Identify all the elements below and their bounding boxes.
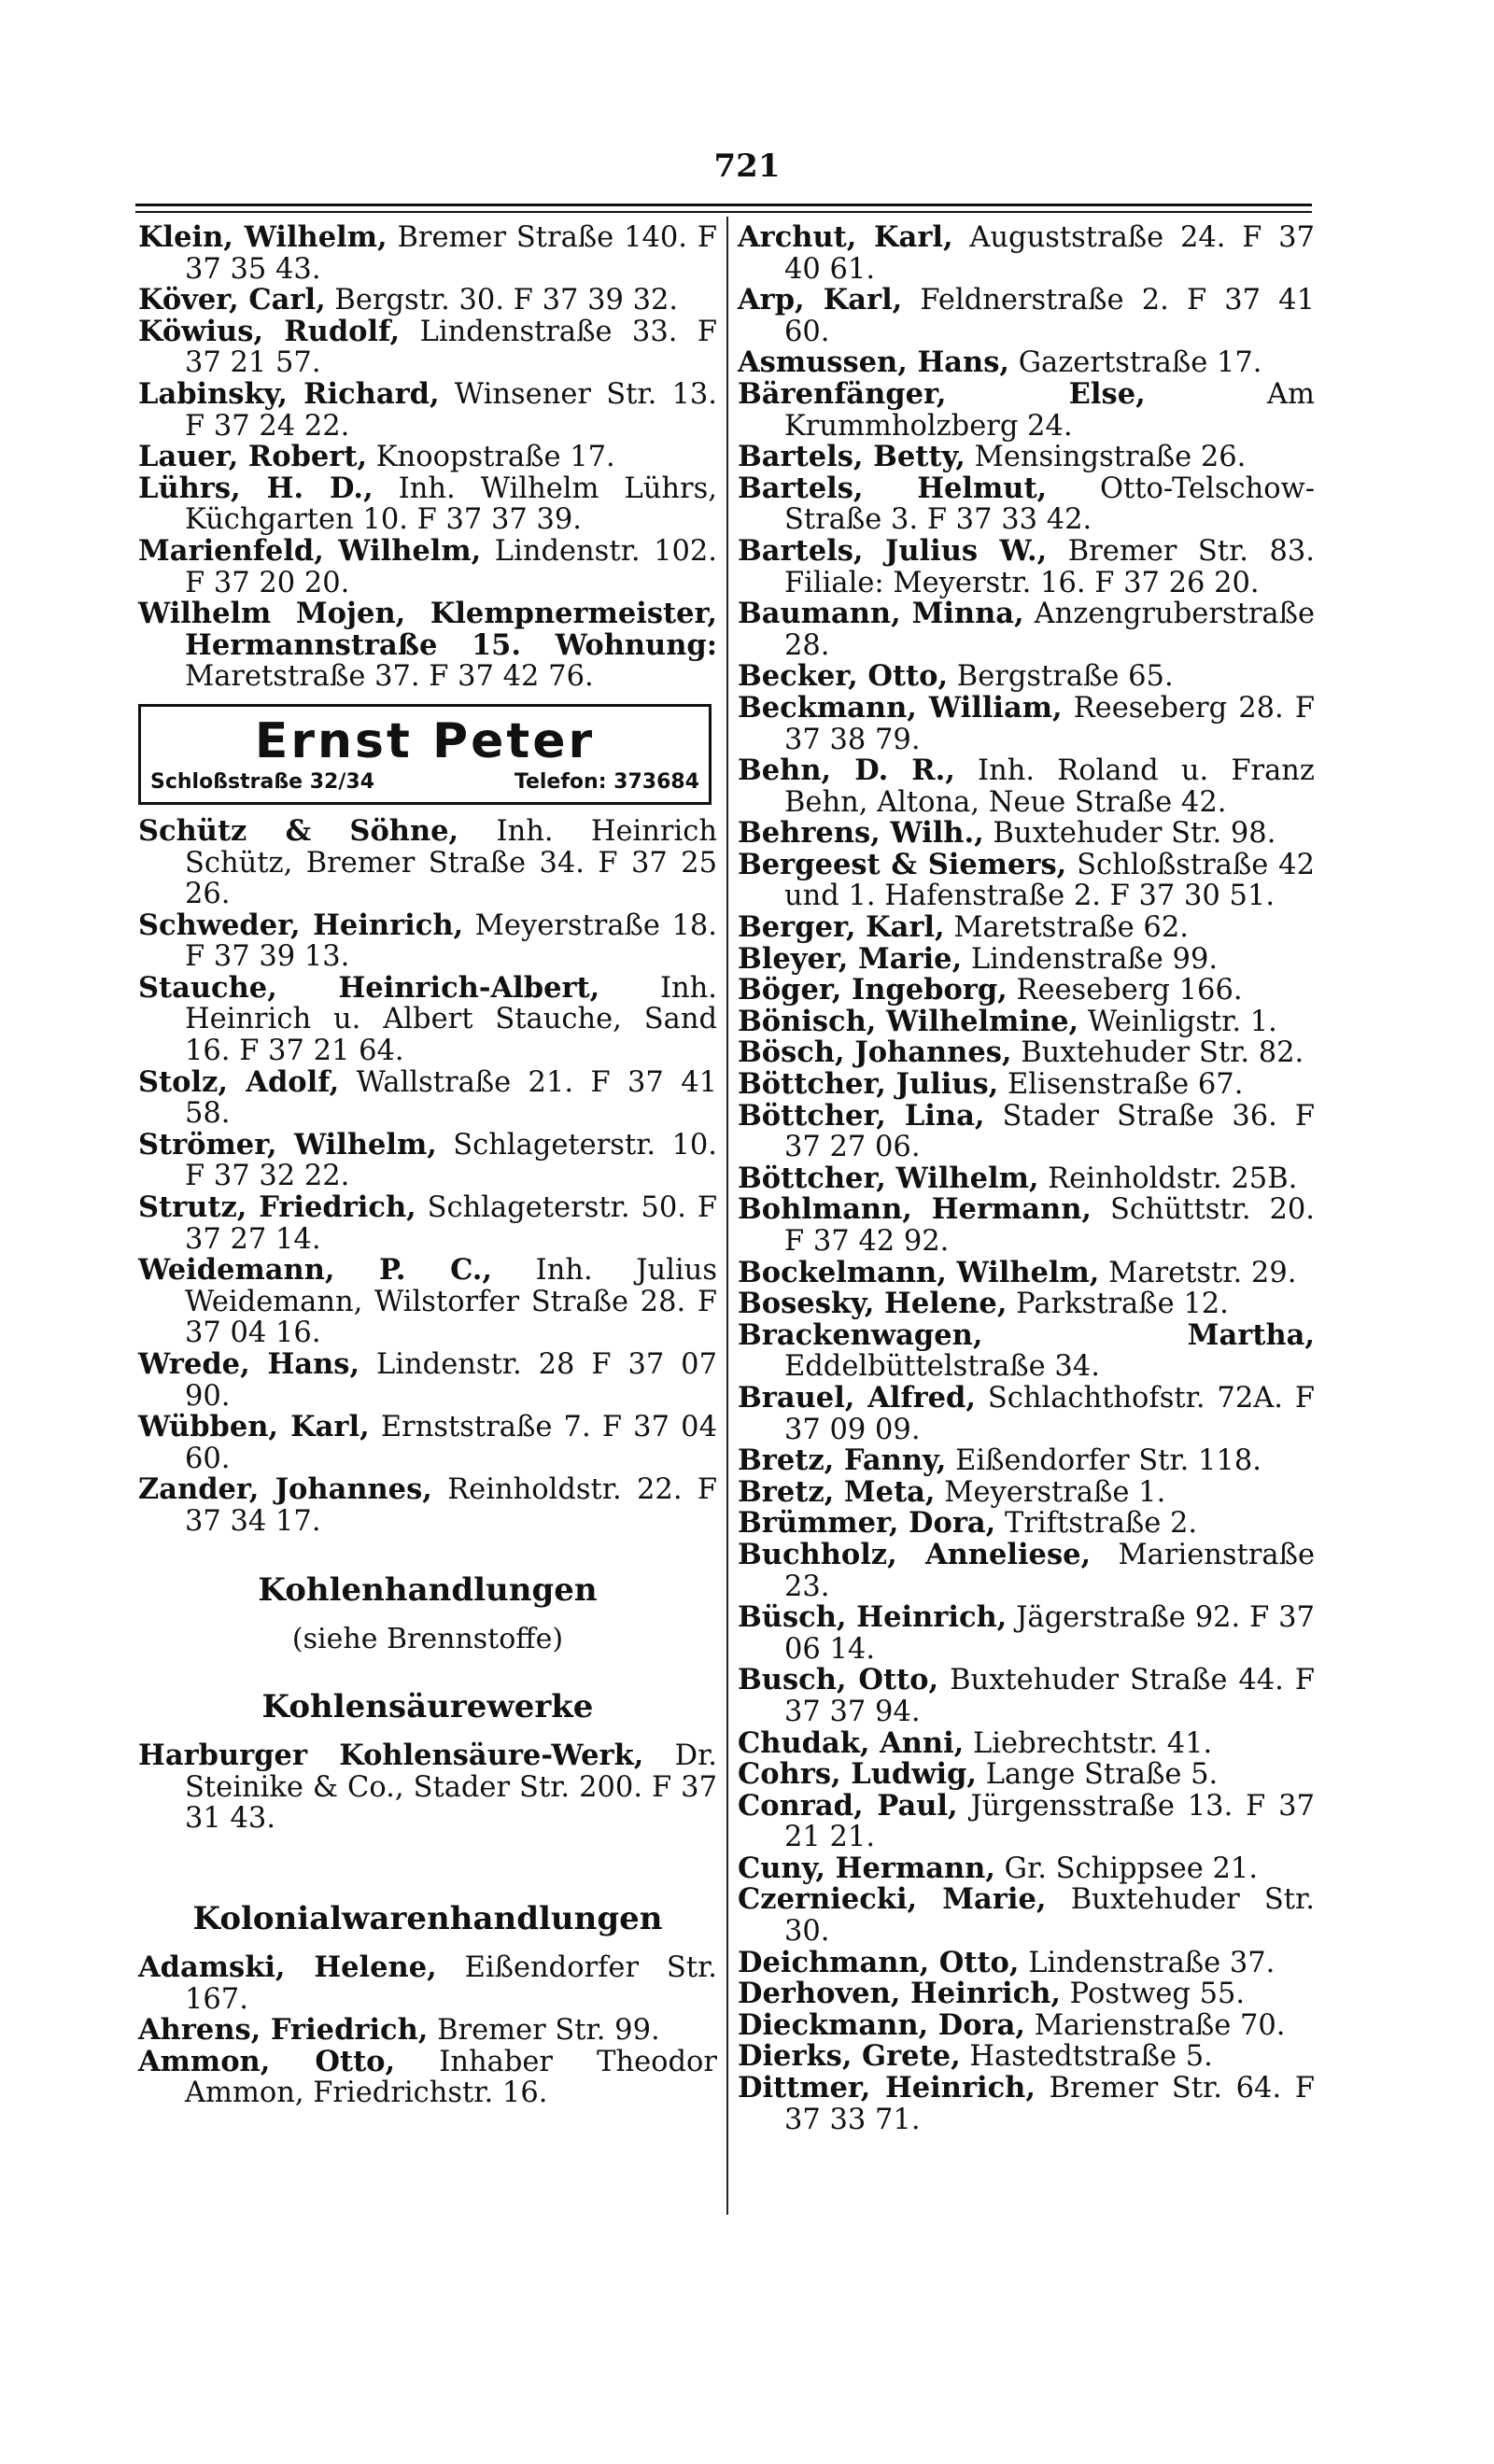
entry-name: Dierks, Grete, (738, 2039, 961, 2074)
directory-entry (738, 1380, 1315, 1446)
entry-details: Postweg 55. (1060, 1978, 1246, 2011)
entry-details: Bremer Str. 83. Filiale: Meyerstr. 16. F 37 26 20. (784, 534, 1315, 599)
entry-name: Brackenwagen, Martha, (738, 1317, 1315, 1352)
entry-details: Inhaber Theodor Ammon, Friedrichstr. 16. (185, 2045, 717, 2110)
entry-name: Stolz, Adolf, (138, 1064, 340, 1099)
entry-name: Bartels, Helmut, (738, 471, 1048, 505)
directory-entry (738, 1069, 1315, 1101)
directory-entry (738, 661, 1315, 693)
entry-details: Buxtehuder Str. 82. (1011, 1036, 1304, 1070)
entry-name: Bockelmann, Wilhelm, (738, 1255, 1100, 1289)
entry-details: Elisenstraße 67. (998, 1068, 1244, 1102)
entry-name: Zander, Johannes, (138, 1472, 432, 1507)
entry-details: Schüttstr. 20. F 37 42 92. (784, 1193, 1315, 1258)
entry-details: Bremer Str. 64. F 37 33 71. (784, 2072, 1315, 2136)
entry-details: Eißendorfer Str. 118. (946, 1444, 1261, 1478)
directory-entry (138, 1349, 717, 1412)
entry-details: Dr. Steinike & Co., Stader Str. 200. F 37 31 43. (185, 1739, 717, 1836)
entry-name: Wrede, Hans, (138, 1347, 360, 1381)
entry-details: Jägerstraße 92. F 37 06 14. (784, 1601, 1315, 1666)
entry-details: Feldnerstraße 2. F 37 41 60. (784, 284, 1315, 348)
directory-entry (138, 813, 717, 911)
directory-entry (138, 1412, 717, 1474)
directory-entry (738, 473, 1315, 536)
mojen-entry-tail: Maretstraße 37. F 37 42 76. (185, 660, 594, 694)
entry-name: Bretz, Fanny, (738, 1443, 947, 1478)
entry-details: Gazertstraße 17. (1009, 346, 1262, 380)
entry-name: Strömer, Wilhelm, (138, 1127, 437, 1162)
entry-name: Bartels, Julius W., (738, 533, 1048, 568)
entry-name: Bergeest & Siemers, (738, 847, 1067, 881)
entry-details: Buxtehuder Str. 98. (983, 817, 1276, 851)
mojen-entry-text: Wilhelm Mojen, Klempnermeister, Hermannstraße 15. Wohnung: (138, 597, 717, 662)
entry-details: Liebrechtstr. 41. (964, 1726, 1213, 1760)
directory-entry (738, 1665, 1315, 1727)
entry-details: Maretstraße 62. (944, 911, 1189, 945)
directory-entry (738, 285, 1315, 347)
entry-name: Marienfeld, Wilhelm, (138, 533, 482, 568)
directory-entry (738, 1317, 1315, 1384)
entry-name: Schweder, Heinrich, (138, 908, 464, 942)
directory-entry (138, 533, 717, 599)
directory-entry (738, 1098, 1316, 1164)
entry-name: Behrens, Wilh., (738, 816, 984, 851)
entry-details: Ernststraße 7. F 37 04 60. (185, 1411, 717, 1475)
entry-name: Deichmann, Otto, (738, 1945, 1020, 1979)
directory-entry (738, 2007, 1315, 2042)
entry-details: Schlageterstr. 10. F 37 32 22. (185, 1128, 717, 1193)
directory-entry (138, 910, 717, 973)
entries-top (138, 222, 717, 598)
directory-entry (138, 1474, 717, 1537)
directory-entry (738, 376, 1315, 443)
entry-details: Parkstraße 12. (1007, 1288, 1229, 1321)
entry-name: Böttcher, Lina, (738, 1098, 985, 1133)
entry-name: Baumann, Minna, (738, 597, 1024, 631)
section-heading-kohlenhandlungen: Kohlenhandlungen (258, 1570, 598, 1609)
section-spacer (138, 1835, 717, 1866)
entry-details: Meyerstraße 18. F 37 39 13. (185, 908, 717, 974)
entry-details: Reinholdstr. 22. F 37 34 17. (185, 1473, 717, 1538)
entry-name: Klein, Wilhelm, (138, 220, 388, 254)
entry-name: Harburger Kohlensäure-Werk, (138, 1739, 644, 1773)
entry-details: Inh. Heinrich u. Albert Stauche, Sand 16. F 37 21 64. (185, 971, 717, 1068)
entry-details: Lindenstraße 37. (1019, 1946, 1276, 1979)
entry-name: Bönisch, Wilhelmine, (738, 1004, 1079, 1038)
directory-entry (738, 2073, 1315, 2135)
entry-name: Cuny, Hermann, (738, 1851, 995, 1885)
mojen-entry (138, 598, 717, 693)
entry-details: Stader Straße 36. F 37 27 06. (784, 1099, 1316, 1164)
entry-name: Cohrs, Ludwig, (738, 1757, 978, 1792)
directory-entry (738, 442, 1315, 473)
entry-details: Eißendorfer Str. 167. (185, 1950, 717, 2016)
entry-details: Bremer Str. 99. (428, 2014, 660, 2048)
directory-entry (138, 442, 717, 473)
entry-name: Bartels, Betty, (738, 440, 965, 474)
entry-details: Schlachthofstr. 72A. F 37 09 09. (784, 1381, 1315, 1446)
directory-entry (738, 1004, 1315, 1038)
entry-details: Lindenstraße 33. F 37 21 57. (185, 315, 717, 380)
directory-entry (138, 1064, 718, 1131)
entry-details: Lange Straße 5. (977, 1758, 1219, 1792)
directory-entry (738, 1537, 1315, 1603)
left-column (138, 222, 717, 2109)
entry-details: Inh. Roland u. Franz Behn, Altona, Neue Straße 42. (784, 754, 1315, 819)
section3-entries (138, 1952, 717, 2109)
entry-details: Lindenstr. 102. F 37 20 20. (185, 534, 717, 599)
entry-name: Böttcher, Wilhelm, (738, 1161, 1039, 1195)
entry-details: Buxtehuder Str. 30. (784, 1883, 1315, 1949)
entry-name: Schütz & Söhne, (138, 813, 459, 848)
entry-details: Mensingstraße 26. (965, 441, 1247, 474)
entry-details: Otto-Telschow-Straße 3. F 37 33 42. (784, 472, 1315, 537)
entry-details: Eddelbüttelstraße 34. (784, 1350, 1100, 1384)
entry-name: Labinsky, Richard, (138, 376, 440, 411)
entry-details: Anzengruberstraße 28. (784, 598, 1316, 662)
entry-name: Brauel, Alfred, (738, 1380, 976, 1415)
entry-details: Bergstr. 30. F 37 39 32. (325, 284, 679, 317)
entry-details: Schloßstraße 42 und 1. Hafenstraße 2. F 37 30 51. (784, 848, 1315, 913)
ad-address: Schloßstraße 32/34 (150, 769, 375, 794)
directory-entry (738, 1255, 1315, 1289)
directory-entry (138, 2015, 717, 2047)
entry-name: Czerniecki, Marie, (738, 1882, 1047, 1917)
section-heading-kolonialwaren: Kolonialwarenhandlungen (192, 1899, 663, 1937)
entry-name: Böger, Ingeborg, (738, 973, 1008, 1007)
entry-details: Hastedtstraße 5. (960, 2040, 1213, 2074)
entry-details: Gr. Schippsee 21. (994, 1852, 1259, 1885)
directory-entry (738, 975, 1315, 1007)
entry-name: Archut, Karl, (738, 220, 953, 254)
header-rule (135, 204, 1312, 206)
directory-entry (738, 690, 1315, 756)
entry-name: Busch, Otto, (738, 1663, 939, 1697)
directory-entry (738, 1474, 1315, 1509)
entry-details: Maretstr. 29. (1099, 1256, 1297, 1289)
entry-name: Wübben, Karl, (138, 1410, 370, 1444)
entry-details: Lindenstr. 28 F 37 07 90. (185, 1348, 717, 1413)
entry-name: Bretz, Meta, (738, 1474, 936, 1509)
entry-name: Böttcher, Julius, (738, 1067, 999, 1102)
entry-details: Inh. Heinrich Schütz, Bremer Straße 34. F 37 25 26. (185, 814, 717, 911)
entry-name: Bösch, Johannes, (738, 1035, 1012, 1070)
section-heading-kohlensaeurewerke: Kohlensäurewerke (261, 1688, 594, 1726)
entry-details: Am Krummholzberg 24. (784, 377, 1315, 443)
entry-details: Marienstraße 23. (784, 1538, 1315, 1603)
directory-entry (138, 1952, 717, 2015)
entry-name: Berger, Karl, (738, 910, 945, 945)
directory-entry (738, 1163, 1315, 1195)
entry-details: Reeseberg 166. (1007, 974, 1243, 1007)
entry-name: Brümmer, Dora, (738, 1506, 996, 1541)
entry-name: Buchholz, Anneliese, (738, 1537, 1092, 1571)
entry-details: Meyerstraße 1. (935, 1475, 1166, 1509)
entry-name: Adamski, Helene, (138, 1950, 437, 1984)
directory-entry (738, 1037, 1315, 1069)
directory-entry (138, 1192, 717, 1255)
entry-details: Auguststraße 24. F 37 40 61. (784, 221, 1315, 286)
section2-entries (138, 1740, 717, 1835)
directory-entry (138, 1127, 717, 1193)
entry-name: Bohlmann, Hermann, (738, 1192, 1092, 1227)
directory-entry (738, 1759, 1315, 1791)
entry-name: Beckmann, William, (738, 690, 1063, 725)
directory-entry (738, 1508, 1315, 1540)
entry-name: Köver, Carl, (138, 283, 326, 317)
entry-name: Büsch, Heinrich, (738, 1600, 1008, 1635)
directory-entry (738, 847, 1315, 913)
entry-name: Dieckmann, Dora, (738, 2007, 1026, 2042)
entry-name: Stauche, Heinrich-Albert, (138, 970, 600, 1005)
ad-phone: Telefon: 373684 (514, 769, 699, 794)
directory-entry (738, 1445, 1315, 1477)
entry-name: Lauer, Robert, (138, 440, 368, 474)
entry-details: Bremer Straße 140. F 37 35 43. (185, 221, 717, 286)
directory-entry (138, 2044, 717, 2110)
page-number: 721 (713, 148, 781, 185)
directory-entry (738, 222, 1315, 285)
ad-name: Ernst Peter (254, 712, 596, 769)
directory-entry (738, 1288, 1315, 1320)
entry-name: Dittmer, Heinrich, (738, 2071, 1036, 2105)
directory-entry (738, 2041, 1315, 2073)
directory-entry (138, 1255, 717, 1349)
entry-name: Chudak, Anni, (738, 1725, 965, 1760)
directory-entry (738, 1945, 1315, 1979)
entry-details: Jürgensstraße 13. F 37 21 21. (784, 1789, 1315, 1854)
entry-details: Wallstraße 21. F 37 41 58. (185, 1065, 718, 1131)
entry-details: Schlageterstr. 50. F 37 27 14. (185, 1191, 717, 1256)
directory-entry (138, 1740, 717, 1835)
ad-details (150, 768, 699, 796)
entry-details: Marienstraße 70. (1025, 2008, 1286, 2042)
entry-details: Lindenstraße 99. (962, 942, 1219, 976)
entry-name: Conrad, Paul, (738, 1788, 958, 1823)
entry-details: Bergstraße 65. (948, 660, 1174, 694)
directory-entry (738, 1788, 1315, 1854)
right-column (738, 222, 1315, 2135)
header-rule-thin (135, 211, 1312, 213)
entry-details: Reeseberg 28. F 37 38 79. (784, 691, 1315, 756)
directory-entry (738, 1884, 1315, 1947)
directory-entry (738, 941, 1315, 976)
entry-name: Weidemann, P. C., (138, 1253, 493, 1288)
entry-details: Inh. Julius Weidemann, Wilstorfer Straße 28. F 37 04 16. (185, 1254, 717, 1350)
entry-name: Köwius, Rudolf, (138, 314, 401, 348)
entry-name: Behn, D. R., (738, 753, 955, 788)
entry-name: Ahrens, Friedrich, (138, 2013, 429, 2048)
entry-details: Weinligstr. 1. (1078, 1005, 1277, 1038)
directory-entry (138, 314, 717, 380)
directory-entry (738, 533, 1315, 599)
directory-entry (138, 222, 717, 285)
entry-details: Reinholdstr. 25B. (1038, 1162, 1298, 1195)
right-entries (738, 222, 1315, 2135)
directory-entry (738, 755, 1315, 818)
section-note: (siehe Brennstoffe) (291, 1622, 564, 1655)
directory-entry (738, 347, 1315, 379)
directory-entry (738, 818, 1315, 850)
directory-entry (138, 473, 717, 536)
entry-details: Knoopstraße 17. (367, 441, 615, 474)
advertisement-box (138, 704, 712, 805)
directory-entry (738, 1978, 1315, 2010)
directory-entry (138, 285, 717, 317)
directory-entry (738, 1602, 1315, 1665)
directory-entry (738, 1853, 1315, 1885)
column-divider (726, 217, 728, 2215)
entry-name: Bosesky, Helene, (738, 1287, 1008, 1321)
entry-name: Bleyer, Marie, (738, 941, 963, 976)
entry-details: Inh. Wilhelm Lührs, Küchgarten 10. F 37 37 39. (185, 472, 717, 537)
directory-entry (738, 1194, 1315, 1257)
entry-details: Triftstraße 2. (995, 1507, 1198, 1541)
directory-entry (138, 970, 717, 1068)
entry-name: Ammon, Otto, (138, 2044, 396, 2078)
directory-entry (138, 376, 717, 443)
entry-name: Lührs, H. D., (138, 471, 374, 505)
entry-name: Strutz, Friedrich, (138, 1190, 416, 1225)
directory-entry (738, 1725, 1315, 1760)
entry-name: Becker, Otto, (738, 659, 949, 694)
entries-mid (138, 813, 718, 1538)
entry-name: Arp, Karl, (738, 283, 903, 317)
directory-entry (738, 912, 1315, 944)
entry-name: Bärenfänger, Else, (738, 376, 1146, 411)
entry-name: Derhoven, Heinrich, (738, 1977, 1061, 2011)
entry-details: Buxtehuder Straße 44. F 37 37 94. (784, 1664, 1315, 1728)
directory-entry (738, 598, 1315, 661)
entry-details: Winsener Str. 13. F 37 24 22. (185, 377, 717, 443)
entry-name: Asmussen, Hans, (738, 345, 1009, 380)
